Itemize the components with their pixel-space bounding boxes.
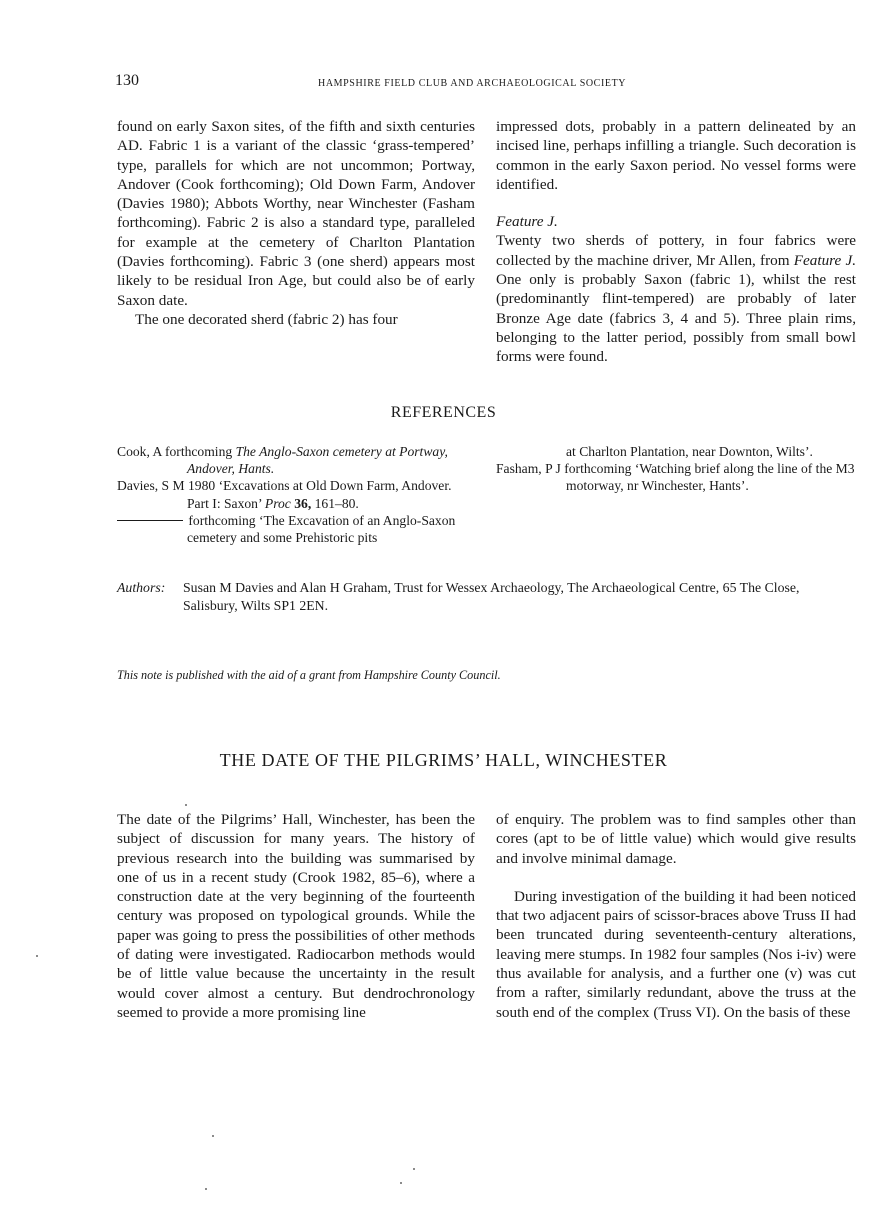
scan-speck (400, 1182, 402, 1184)
grant-note: This note is published with the aid of a grant from Hampshire County Council. (117, 668, 501, 682)
feature-reference: Feature J. (793, 251, 856, 269)
paragraph: During investigation of the building it had been noticed that two adjacent pairs of scissor-braces above Truss II had been truncated during seventeenth-century alterations, leaving mere stumps. In 1982 four samples (Nos i-iv) were thus available for analysis, and a further one (v) was cut from a rafter, similarly redundant, above the truss at the south end of the complex (Truss VI). On the basis of these (496, 887, 856, 1021)
authors-label: Authors: (117, 580, 166, 595)
reference-title: The Anglo-Saxon cemetery at Portway, Andover, Hants. (187, 444, 448, 477)
references-heading: REFERENCES (390, 404, 497, 421)
reference-entry (117, 512, 475, 546)
authors-text: Susan M Davies and Alan H Graham, Trust for Wessex Archaeology, The Archaeological Centre, 65 The Close, Salisbury, Wilts SP1 2EN. (183, 580, 800, 613)
text-run: 161–80. (311, 495, 359, 511)
paragraph: The date of the Pilgrims’ Hall, Winchester, has been the subject of discussion for many years. The history of previous research into the building was summarised by one of us in a recent study (Crook 1982, 85–6), where a construction date at the very beginning of the fourteenth century was proposed on typological grounds. While the paper was going to press the possibilities of other methods of dating were investigated. Radiocarbon methods would be of little value because the uncertainty in the result would cover almost a century. But dendrochronology seemed to provide a more promising line (117, 811, 475, 1021)
top-left-column (117, 117, 475, 329)
bottom-right-column (496, 810, 856, 1022)
reference-entry (117, 443, 475, 477)
authors-block (117, 579, 857, 615)
scan-speck (212, 1135, 214, 1137)
scan-speck (185, 804, 187, 806)
scan-speck (413, 1168, 415, 1170)
text-run: Twenty two sherds of pottery, in four fabrics were collected by the machine driver, Mr Allen, from (496, 232, 856, 269)
paragraph: found on early Saxon sites, of the fifth and sixth centuries AD. Fabric 1 is a variant of the classic ‘grass-tempered’ type, parallels for which are not uncommon; Portway, Andover (Cook forthcoming); Old Down Farm, Andover (Davies 1980); Abbots Worthy, near Winchester (Fasham forthcoming). Fabric 2 is also a standard type, paralleled for example at the cemetery of Charlton Plantation (Davies forthcoming). Fabric 3 (one sherd) appears most likely to be residual Iron Age, but could also be of early Saxon date. (117, 118, 475, 309)
journal-name: Proc (264, 495, 291, 511)
scan-speck (36, 955, 38, 957)
paragraph: impressed dots, probably in a pattern delineated by an incised line, perhaps infilling a triangle. Such decoration is common in the early Saxon period. No vessel forms were identified. (496, 118, 856, 193)
repeat-author-dash (117, 520, 183, 521)
references-left-column (117, 443, 475, 546)
paragraph: of enquiry. The problem was to find samples other than cores (apt to be of little value) which would give results and involve minimal damage. (496, 811, 856, 867)
reference-entry (117, 477, 475, 511)
journal-volume: 36, (294, 495, 312, 511)
page-number: 130 (115, 72, 139, 89)
paragraph: The one decorated sherd (fabric 2) has four (135, 310, 398, 328)
paragraph (496, 231, 856, 366)
text-run: forthcoming ‘The Excavation of an Anglo-Saxon cemetery and some Prehistoric pits (187, 512, 456, 546)
text-run: One only is probably Saxon (fabric 1), whilst the rest (predominantly flint-tempered) are probably of later Bronze Age date (fabrics 3, 4 and 5). Three plain rims, belonging to the latter period, possibly from small bowl forms were found. (496, 271, 856, 366)
references-right-column (496, 443, 856, 495)
reference-continuation: at Charlton Plantation, near Downton, Wilts’. (566, 444, 813, 459)
article-title: THE DATE OF THE PILGRIMS’ HALL, WINCHESTER (219, 750, 668, 770)
bottom-left-column (117, 810, 475, 1022)
running-head: HAMPSHIRE FIELD CLUB AND ARCHAEOLOGICAL SOCIETY (318, 78, 627, 89)
text-run: Cook, A forthcoming (117, 444, 236, 459)
scan-speck (205, 1188, 207, 1190)
feature-heading: Feature J. (496, 213, 558, 231)
text-run: Davies, S M 1980 ‘Excavations at Old Down Farm, Andover. Part I: Saxon’ (117, 478, 452, 511)
reference-entry: Fasham, P J forthcoming ‘Watching brief along the line of the M3 motorway, nr Winchester, Hants’. (496, 461, 855, 494)
top-right-column (496, 117, 856, 367)
